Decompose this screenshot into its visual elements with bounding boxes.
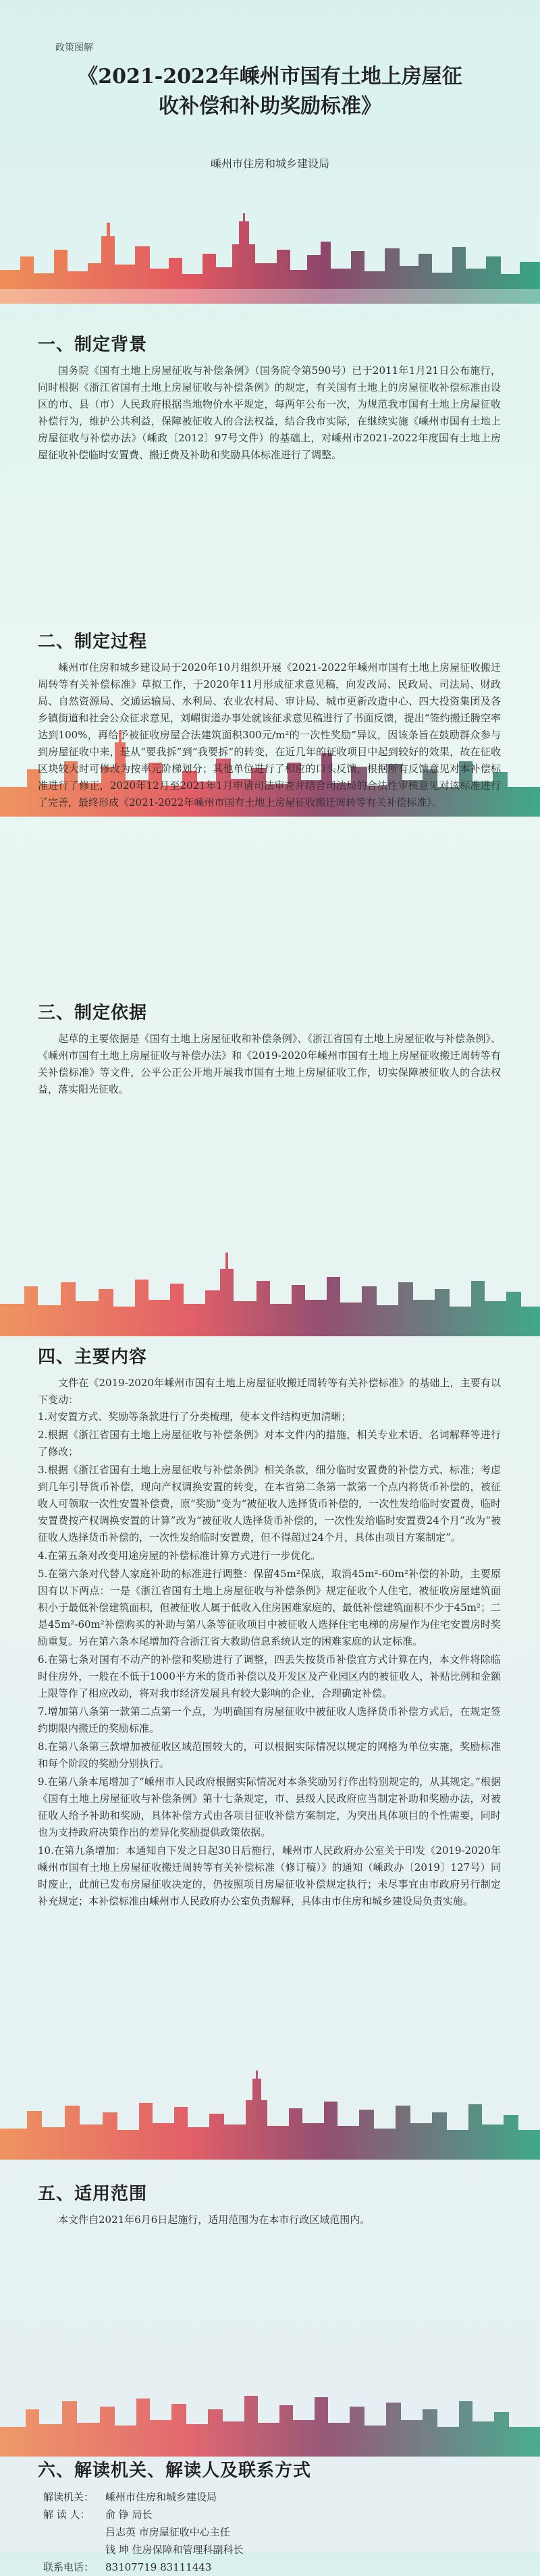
section-process bbox=[0, 628, 540, 811]
skyline-illustration bbox=[0, 2065, 540, 2160]
section-heading: 五、适用范围 bbox=[38, 2184, 148, 2204]
section-paragraph: 嵊州市住房和城乡建设局于2020年10月组织开展《2021-2022年嵊州市国有土地上房屋征收搬迁周转等有关补偿标准》草拟工作，于2020年11月形成征求意见稿，向发改局、民政局、司法局、财政局、自然资源局、交通运输局、水利局、农业农村局、审计局、城市更新改造中心、四大投资集团及各乡镇街道和社会公众征求意见，刘嵋街道办事处就该征求意见稿进行了书面反馈，提出“签约搬迁腾空率达到100%，再给予被征收房屋合法建筑面积300元/m²的一次性奖励”异议，因该条旨在鼓励群众参与到房屋征收中来，是从“要我拆”到“我要拆”的转变，在近几年的征收项目中起到较好的效果，故在征收区块较大时可修改为按率元阶梯划分；其他单位进行了相应的口头反馈，根据所有反馈意见对本补偿标准进行了修正，2020年12月至2021年1月申请司法审查并结合司法局的合法性审核意见对该标准进行了完善，最终形成《2021-2022年嵊州市国有土地上房屋征收搬迁周转等有关补偿标准》。 bbox=[38, 661, 501, 809]
skyline-illustration bbox=[0, 1242, 540, 1336]
list-item: 8.在第八条第三款增加被征收区域范围较大的，可以根据实际情况以规定的网格为单位实施，奖励标准和每个阶段的奖励分别执行。 bbox=[38, 1741, 501, 1770]
list-item: 6.在第七条对国有不动产的补偿和奖励进行了调整，四丢失按货币补偿宜方式计算在内，本文件将除临时住房外，一般在不低于1000平方米的货币补偿以及开发区及产业园区内的被征收人，补贴比例和金额上限等作了相应改动，将对我市经济发展具有较大影响的企业，合理确定补偿。 bbox=[38, 1653, 501, 1699]
section-heading: 二、制定过程 bbox=[38, 632, 148, 652]
list-item: 5.在第六条对代替人家庭补助的标准进行调整：保留45m²保底，取消45m²-60m²补偿的补助，主要原因有以下两点：一是《浙江省国有土地上房屋征收与补偿条例》规定征收个人住宅，被征收房屋建筑面积小于最低补偿建筑面积，但被征收人属于低收入住房困难家庭的，最低补偿建筑面积不少于45m²；二是45m²-60m²补偿购买的补助与第八条等征收项目中被征收人选择住宅电梯的房屋作为住宅安置房时奖励重复。另在第六条本尾增加符合浙江省大救助信息系统认定的困难家庭的认定标准。 bbox=[38, 1568, 501, 1647]
section-contacts bbox=[0, 2457, 540, 2576]
list-item: 10.在第九条增加：本通知自下发之日起30日后施行，嵊州市人民政府办公室关于印发《2019-2020年嵊州市国有土地上房屋征收搬迁周转等有关补偿标准（修订稿）》的通知（嵊政办〔2019〕127号）同时废止，此前已发布房屋征收决定的，仍按照项目房屋征收补偿规定执行；未尽事宜由市政府另行制定补充规定；本补偿标准由嵊州市人民政府办公室负责解释，具体由市住房和城乡建设局负责实施。 bbox=[38, 1844, 501, 1907]
contact-value: 钱 坤 住房保障和管理科副科长 bbox=[105, 2544, 244, 2556]
list-item: 2.根据《浙江省国有土地上房屋征收与补偿条例》对本文件内的措施，相关专业术语、名词解释等进行了修改； bbox=[38, 1429, 501, 1458]
list-item: 9.在第八条本尾增加了“嵊州市人民政府根据实际情况对本条奖励另行作出特别规定的，从其规定。”根据《国有土地上房屋征收与补偿条例》第十七条规定，市、县级人民政府应当制定补助和奖励办法，对被征收人给予补助和奖励，具体补偿方式由各项目征收补偿方案制定，为突出具体项目的个性需要，同时也为支持政府决策作出的差异化奖励提供政策依据。 bbox=[38, 1776, 501, 1838]
contact-row bbox=[43, 2523, 540, 2541]
section-paragraph: 起草的主要依据是《国有土地上房屋征收和补偿条例》、《浙江省国有土地上房屋征收与补偿条例》、《嵊州市国有土地上房屋征收与补偿办法》和《2019-2020年嵊州市国有土地上房屋征收搬迁周转等有关补偿标准》等文件，公平公正公开地开展我市国有土地上房屋征收工作，切实保障被征收人的合法权益，落实阳光征收。 bbox=[38, 1033, 501, 1095]
contact-key: 解 读 人： bbox=[43, 2509, 90, 2521]
publisher: 嵊州市住房和城乡建设局 bbox=[210, 157, 329, 170]
page-title bbox=[40, 62, 500, 121]
section-heading: 一、制定背景 bbox=[38, 335, 148, 355]
section-main-content bbox=[0, 1343, 540, 1911]
contact-key bbox=[43, 2541, 105, 2558]
list-item: 7.增加第八条第一款第二点第一个点，为明确国有房屋征收中被征收人选择货币补偿方式后，在规定签约期限内搬迁的奖励标准。 bbox=[38, 1705, 501, 1734]
section-scope bbox=[0, 2180, 540, 2228]
contact-value: 俞 铮 局长 bbox=[105, 2509, 153, 2521]
list-item: 1.对安置方式、奖励等条款进行了分类梳理，使本文件结构更加清晰； bbox=[38, 1410, 352, 1423]
section-heading: 六、解读机关、解读人及联系方式 bbox=[38, 2461, 312, 2481]
contact-key: 解读机关： bbox=[43, 2491, 94, 2503]
skyline-illustration bbox=[0, 209, 540, 304]
contact-value: 嵊州市住房和城乡建设局 bbox=[105, 2491, 217, 2503]
contact-row bbox=[43, 2558, 540, 2576]
contact-value: 吕志英 市房屋征收中心主任 bbox=[105, 2526, 230, 2538]
contact-key bbox=[43, 2523, 105, 2541]
contact-value: 83107719 83111443 bbox=[105, 2561, 212, 2573]
section-heading: 三、制定依据 bbox=[38, 1003, 148, 1023]
list-item: 3.根据《浙江省国有土地上房屋征收与补偿条例》相关条款，细分临时安置费的补偿方式、标准；考虑到几年引导货币补偿，现向产权调换安置的转变，在本省第二条第一款第一个点内将货币补偿的，被征收人可领取一次性安置补偿费，原“奖励”变为“被征收人选择货币补偿的，一次性发给临时安置费，临时安置费按产权调换安置的计算”改为“被征收人选择货币补偿的，一次性发给临时安置费24个月”改为“被征收人选择货币补偿的，一次性发给临时安置费，但不得超过24个月，具体由项目方案制定”。 bbox=[38, 1464, 501, 1543]
title-line-1: 《2021-2022年嵊州市国有土地上房屋征 bbox=[78, 65, 462, 88]
title-line-2: 收补偿和补助奖励标准》 bbox=[159, 94, 381, 118]
contact-row bbox=[43, 2506, 540, 2523]
section-basis bbox=[0, 999, 540, 1098]
skyline-illustration bbox=[0, 2362, 540, 2457]
list-item: 4.在第五条对改变用途房屋的补偿标准计算方式进行一步优化。 bbox=[38, 1550, 321, 1562]
section-background bbox=[0, 331, 540, 464]
contact-row bbox=[43, 2488, 540, 2506]
section-heading: 四、主要内容 bbox=[38, 1347, 148, 1367]
policy-tag: 政策图解 bbox=[55, 43, 93, 53]
section-intro: 文件在《2019-2020年嵊州市国有土地上房屋征收搬迁周转等有关补偿标准》的基础上，主要有以下变动： bbox=[38, 1377, 501, 1406]
section-paragraph: 本文件自2021年6月6日起施行，适用范围为在本市行政区域范围内。 bbox=[58, 2214, 371, 2226]
contact-row bbox=[43, 2541, 540, 2558]
section-paragraph: 国务院《国有土地上房屋征收与补偿条例》（国务院令第590号）已于2011年1月21日公布施行，同时根据《浙江省国有土地上房屋征收与补偿条例》的规定，有关国有土地上的房屋征收补偿标准由设区的市、县（市）人民政府根据当地物价水平规定，每两年公布一次，为规范我市国有土地上房屋征收补偿行为，维护公共利益，保障被征收人的合法权益，结合我市实际，在继续实施《嵊州市国有土地上房屋征收与补偿办法》（嵊政〔2012〕97号文件）的基础上，对嵊州市2021-2022年度国有土地上房屋征收补偿临时安置费、搬迁费及补助和奖励具体标准进行了调整。 bbox=[38, 364, 501, 461]
contact-key: 联系电话： bbox=[43, 2561, 94, 2573]
